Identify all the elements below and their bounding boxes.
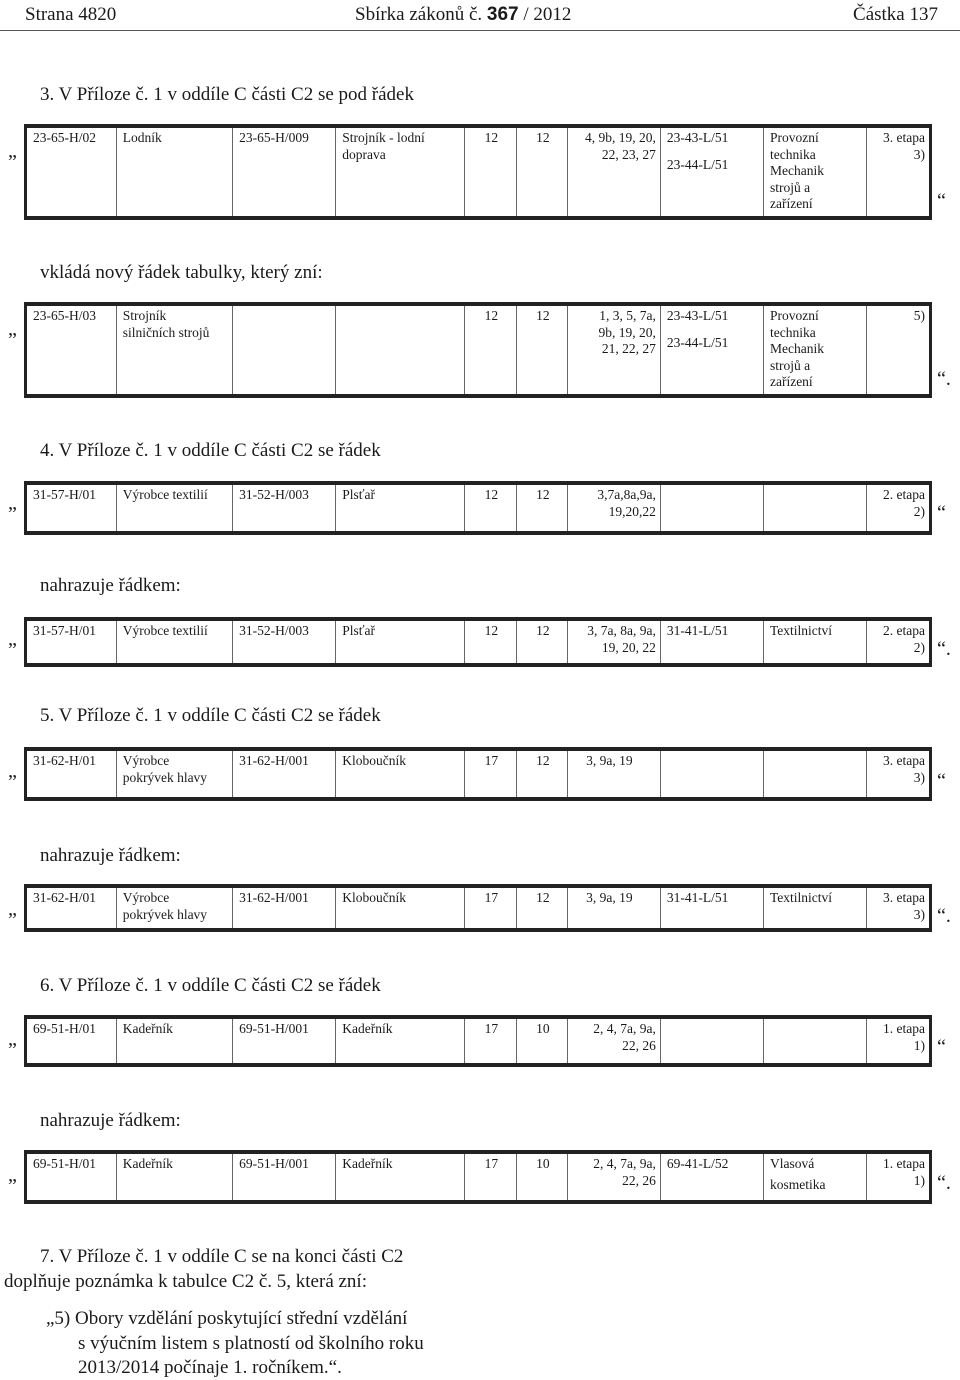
cell: 2, 4, 7a, 9a, 22, 26 <box>568 1017 661 1065</box>
cell: 3, 9a, 19 <box>568 886 661 930</box>
cell: 12 <box>465 304 517 396</box>
page-number: Strana 4820 <box>25 4 117 25</box>
cell: 69-51-H/001 <box>233 1017 336 1065</box>
section-5-title: 5. V Příloze č. 1 v oddíle C části C2 se řádek <box>40 705 381 726</box>
header-divider <box>0 30 960 31</box>
quote-close: “ <box>937 190 946 212</box>
quote-open: „ <box>8 318 17 340</box>
cell: 31-62-H/001 <box>233 749 336 799</box>
quote-open: „ <box>8 140 17 162</box>
quote-close: “. <box>937 905 951 927</box>
table-row <box>24 302 932 398</box>
cell: 10 <box>516 1017 568 1065</box>
cell: Kloboučník <box>336 886 465 930</box>
cell: 1, 3, 5, 7a, 9b, 19, 20, 21, 22, 27 <box>568 304 661 396</box>
cell: Plsťař <box>336 619 465 665</box>
cell: 12 <box>516 619 568 665</box>
quote-close: “. <box>937 368 951 390</box>
collection-title: Sbírka zákonů č. 367 / 2012 <box>355 4 572 25</box>
quote-open: „ <box>8 1164 17 1186</box>
cell: 31-57-H/01 <box>26 483 117 533</box>
cell <box>660 749 763 799</box>
cell: 4, 9b, 19, 20, 22, 23, 27 <box>568 126 661 218</box>
section-7-line2: doplňuje poznámka k tabulce C2 č. 5, která zní: <box>4 1271 367 1292</box>
part-number: Částka 137 <box>853 4 938 25</box>
cell: 69-51-H/01 <box>26 1152 117 1202</box>
cell: 12 <box>516 126 568 218</box>
cell: Výrobce pokrývek hlavy <box>116 749 232 799</box>
cell: Lodník <box>116 126 232 218</box>
cell: 12 <box>465 619 517 665</box>
cell: 69-41-L/52 <box>660 1152 763 1202</box>
cell: 12 <box>516 886 568 930</box>
cell <box>336 304 465 396</box>
section-7-line1: 7. V Příloze č. 1 v oddíle C se na konci části C2 <box>40 1246 404 1267</box>
cell: 2. etapa 2) <box>867 619 931 665</box>
footnote-line3: 2013/2014 počínaje 1. ročníkem.“. <box>78 1357 342 1378</box>
table-row <box>24 124 932 220</box>
cell <box>763 749 866 799</box>
cell: 10 <box>516 1152 568 1202</box>
cell: 12 <box>516 304 568 396</box>
quote-close: “ <box>937 770 946 792</box>
cell <box>233 304 336 396</box>
quote-close: “. <box>937 638 951 660</box>
cell: 1. etapa 1) <box>867 1152 931 1202</box>
quote-open: „ <box>8 898 17 920</box>
cell: 3. etapa 3) <box>867 126 931 218</box>
cell: Strojník silničních strojů <box>116 304 232 396</box>
cell: Provozní technika Mechanik strojů a zařízení <box>763 304 866 396</box>
cell: 23-43-L/51 23-44-L/51 <box>660 126 763 218</box>
cell: 31-57-H/01 <box>26 619 117 665</box>
cell: 23-65-H/009 <box>233 126 336 218</box>
section-3-title: 3. V Příloze č. 1 v oddíle C části C2 se pod řádek <box>40 84 414 105</box>
cell: 31-62-H/01 <box>26 886 117 930</box>
cell: 3,7a,8a,9a, 19,20,22 <box>568 483 661 533</box>
replace-label: nahrazuje řádkem: <box>40 575 181 596</box>
replace-label: nahrazuje řádkem: <box>40 1110 181 1131</box>
cell: 23-65-H/02 <box>26 126 117 218</box>
footnote-line1: „5) Obory vzdělání poskytující střední vzdělání <box>46 1308 408 1329</box>
cell: Kadeřník <box>336 1017 465 1065</box>
cell: 5) <box>867 304 931 396</box>
table-row <box>24 1015 932 1067</box>
cell: Výrobce textilií <box>116 619 232 665</box>
cell: 31-52-H/003 <box>233 619 336 665</box>
cell: 31-41-L/51 <box>660 886 763 930</box>
cell <box>763 1017 866 1065</box>
cell: Strojník - lodní doprava <box>336 126 465 218</box>
table-row <box>24 747 932 801</box>
cell: 3, 7a, 8a, 9a, 19, 20, 22 <box>568 619 661 665</box>
cell: 3. etapa 3) <box>867 886 931 930</box>
cell: 12 <box>516 483 568 533</box>
quote-open: „ <box>8 760 17 782</box>
cell: Plsťař <box>336 483 465 533</box>
cell: 17 <box>465 886 517 930</box>
section-3-insert: vkládá nový řádek tabulky, který zní: <box>40 262 323 283</box>
collection-number: 367 <box>486 4 519 25</box>
cell <box>763 483 866 533</box>
cell: 12 <box>516 749 568 799</box>
cell: 31-62-H/001 <box>233 886 336 930</box>
cell: Kadeřník <box>336 1152 465 1202</box>
cell: 31-52-H/003 <box>233 483 336 533</box>
cell: 12 <box>465 483 517 533</box>
cell: 17 <box>465 1017 517 1065</box>
quote-close: “ <box>937 1036 946 1058</box>
quote-close: “ <box>937 502 946 524</box>
cell <box>660 483 763 533</box>
cell: 12 <box>465 126 517 218</box>
cell: Textilnictví <box>763 619 866 665</box>
table-row <box>24 617 932 667</box>
section-6-title: 6. V Příloze č. 1 v oddíle C části C2 se řádek <box>40 975 381 996</box>
cell: Textilnictví <box>763 886 866 930</box>
cell: 2, 4, 7a, 9a, 22, 26 <box>568 1152 661 1202</box>
cell: 23-65-H/03 <box>26 304 117 396</box>
cell: 17 <box>465 749 517 799</box>
cell: Kadeřník <box>116 1152 232 1202</box>
table-row <box>24 481 932 535</box>
cell: 69-51-H/001 <box>233 1152 336 1202</box>
cell: 69-51-H/01 <box>26 1017 117 1065</box>
replace-label: nahrazuje řádkem: <box>40 845 181 866</box>
cell: Výrobce pokrývek hlavy <box>116 886 232 930</box>
cell: 31-62-H/01 <box>26 749 117 799</box>
cell: 17 <box>465 1152 517 1202</box>
cell: 3. etapa 3) <box>867 749 931 799</box>
cell: 23-43-L/51 23-44-L/51 <box>660 304 763 396</box>
cell: 3, 9a, 19 <box>568 749 661 799</box>
cell: Vlasová kosmetika <box>763 1152 866 1202</box>
table-row <box>24 1150 932 1204</box>
cell: Výrobce textilií <box>116 483 232 533</box>
cell: Kloboučník <box>336 749 465 799</box>
section-4-title: 4. V Příloze č. 1 v oddíle C části C2 se řádek <box>40 440 381 461</box>
quote-close: “. <box>937 1172 951 1194</box>
page-header <box>0 0 960 34</box>
cell: 1. etapa 1) <box>867 1017 931 1065</box>
quote-open: „ <box>8 1028 17 1050</box>
cell: Provozní technika Mechanik strojů a zařízení <box>763 126 866 218</box>
cell <box>660 1017 763 1065</box>
quote-open: „ <box>8 628 17 650</box>
table-row <box>24 884 932 932</box>
footnote-line2: s výučním listem s platností od školního roku <box>78 1333 424 1354</box>
cell: 31-41-L/51 <box>660 619 763 665</box>
cell: 2. etapa 2) <box>867 483 931 533</box>
quote-open: „ <box>8 492 17 514</box>
cell: Kadeřník <box>116 1017 232 1065</box>
